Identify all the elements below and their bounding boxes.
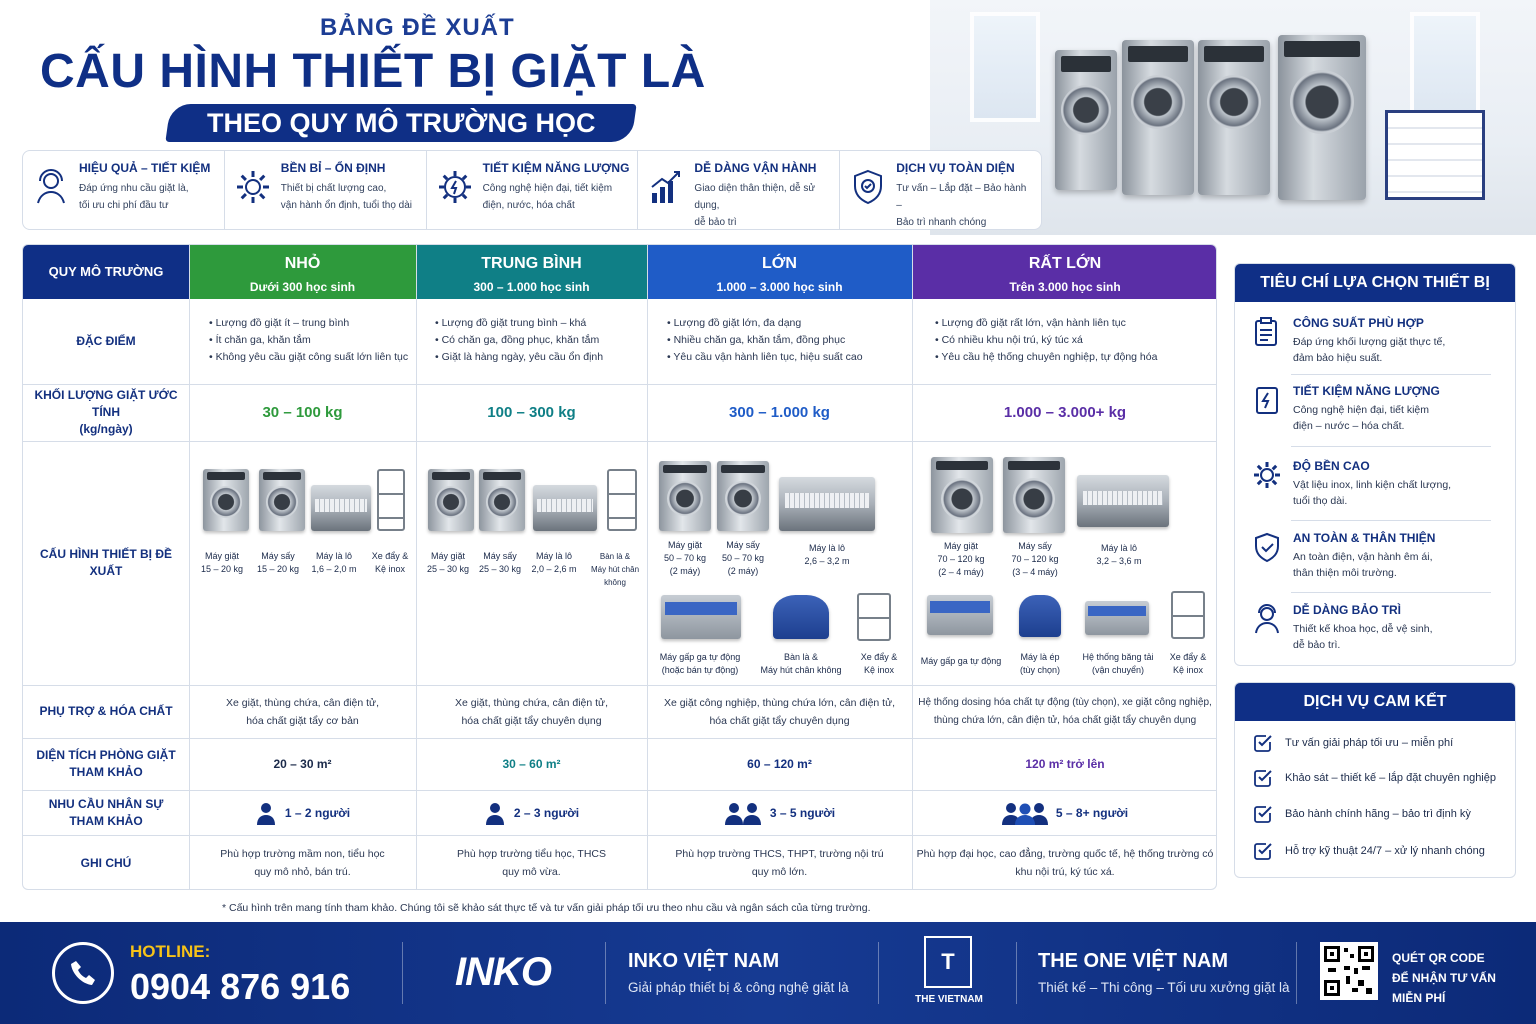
linen-cart-image xyxy=(1385,110,1485,200)
phone-icon xyxy=(52,942,114,1004)
the-one-description: Thiết kế – Thi công – Tối ưu xưởng giặt là xyxy=(1038,980,1290,995)
equip-label: Máy là lô 2,0 – 2,6 m xyxy=(531,551,577,574)
row-label-volume: KHỐI LƯỢNG GIẶT ƯỚC TÍNH (kg/ngày) xyxy=(34,388,178,436)
equip-label: Máy giặt 15 – 20 kg xyxy=(200,551,244,574)
row-label-features: ĐẶC ĐIỂM xyxy=(76,334,136,348)
criteria-panel xyxy=(1234,263,1516,666)
washer-image xyxy=(1055,50,1117,190)
footer xyxy=(0,922,1536,1024)
page-subtitle: BẢNG ĐỀ XUẤT xyxy=(320,14,515,41)
benefit-title: HIỆU QUẢ – TIẾT KIỆM xyxy=(79,161,211,175)
washer-image xyxy=(1198,40,1270,195)
washer-image xyxy=(659,461,711,531)
user-headset-icon xyxy=(31,167,71,207)
staff-xlarge: 5 – 8+ người xyxy=(912,790,1217,835)
equip-label: Máy là lô 1,6 – 2,0 m xyxy=(311,551,357,574)
criteria-item: DỄ DÀNG BẢO TRÌ Thiết kế khoa học, dễ vệ sinh, dễ bảo trì. xyxy=(1251,603,1493,653)
window xyxy=(1410,12,1480,122)
benefit-text: Giao diện thân thiện, dễ sử dụng, dễ bảo trì xyxy=(694,183,816,228)
staff-medium: 2 – 3 người xyxy=(416,790,647,835)
ironer-image xyxy=(779,477,875,531)
equip-label: Máy gấp ga tự động xyxy=(920,656,1002,666)
trolley-image xyxy=(857,593,891,641)
washer-image xyxy=(428,469,474,531)
benefit-text: Công nghệ hiện đại, tiết kiệm điện, nước, hóa chất xyxy=(482,183,613,211)
equip-label: Bàn là & Máy hút chân không xyxy=(590,552,640,587)
row-label-chemicals: PHỤ TRỢ & HÓA CHẤT xyxy=(39,704,173,718)
equip-label: Bàn là & Máy hút chân không xyxy=(760,652,842,675)
benefit-item xyxy=(638,151,840,229)
ironer-image xyxy=(533,485,597,531)
configuration-table xyxy=(22,244,1217,890)
equip-label: Xe đẩy & Kệ inox xyxy=(1169,652,1207,675)
features-medium: • Lượng đồ giặt trung bình – khá • Có chăn ga, đồng phục, khăn tắm • Giặt là hàng ngày, yêu cầu ổn định xyxy=(435,315,603,366)
col-header-small: NHỎ Dưới 300 học sinh xyxy=(189,245,416,299)
criteria-item: AN TOÀN & THÂN THIỆN An toàn điện, vận hành êm ái, thân thiện môi trường. xyxy=(1251,531,1493,581)
features-large: • Lượng đồ giặt lớn, đa dạng • Nhiều chăn ga, khăn tắm, đồng phục • Yêu cầu vận hành liên tục, hiệu suất cao xyxy=(667,315,863,366)
equip-label: Máy giặt 70 – 120 kg (2 – 4 máy) xyxy=(937,541,985,577)
people-icon xyxy=(724,801,762,825)
area-large: 60 – 120 m² xyxy=(747,757,812,771)
dryer-image xyxy=(479,469,525,531)
row-label-staff: NHU CẦU NHÂN SỰ THAM KHẢO xyxy=(48,796,164,828)
equip-label: Máy sấy 50 – 70 kg (2 máy) xyxy=(721,540,765,576)
equip-label: Máy sấy 15 – 20 kg xyxy=(256,551,300,574)
press-table-image xyxy=(773,595,829,639)
footnote: * Cấu hình trên mang tính tham khảo. Chúng tôi sẽ khảo sát thực tế và tư vấn giải pháp tối ưu theo nhu cầu và ngân sách của từng trường. xyxy=(222,902,871,914)
qr-code-icon[interactable] xyxy=(1320,942,1378,1000)
dryer-image xyxy=(1003,457,1065,533)
dryer-image xyxy=(717,461,769,531)
staff-small: 1 – 2 người xyxy=(189,790,416,835)
gear-energy-icon xyxy=(435,167,475,207)
benefit-title: DỄ DÀNG VẬN HÀNH xyxy=(694,161,817,175)
benefit-text: Tư vấn – Lắp đặt – Bảo hành – Bảo trì nhanh chóng xyxy=(896,183,1027,228)
benefit-text: Đáp ứng nhu cầu giặt là, tối ưu chi phí đầu tư xyxy=(79,183,189,211)
title-ribbon: THEO QUY MÔ TRƯỜNG HỌC xyxy=(165,104,636,142)
check-icon xyxy=(1253,841,1273,861)
col-header-large: LỚN 1.000 – 3.000 học sinh xyxy=(647,245,912,299)
table-corner-header: QUY MÔ TRƯỜNG xyxy=(23,245,189,299)
commitments-title: DỊCH VỤ CAM KẾT xyxy=(1235,683,1515,721)
volume-small: 30 – 100 kg xyxy=(262,403,343,421)
gear-icon xyxy=(233,167,273,207)
equip-label: Máy là ép (tùy chọn) xyxy=(1019,652,1061,675)
equip-label: Xe đẩy & Kệ inox xyxy=(860,652,898,675)
equip-label: Xe đẩy & Kệ inox xyxy=(371,551,409,574)
benefit-item xyxy=(840,151,1041,229)
person-icon xyxy=(484,801,506,825)
notes-xlarge: Phù hợp đại học, cao đẳng, trường quốc tế, hệ thống trường có khu nội trú, ký túc xá. xyxy=(916,848,1214,878)
equip-label: Máy gấp ga tự động (hoặc bán tự động) xyxy=(659,652,741,675)
shield-check-icon xyxy=(1251,531,1283,563)
ironer-image xyxy=(311,485,371,531)
equip-label: Máy sấy 70 – 120 kg (3 – 4 máy) xyxy=(1011,541,1059,577)
benefit-title: DỊCH VỤ TOÀN DIỆN xyxy=(896,161,1015,175)
area-small: 20 – 30 m² xyxy=(273,757,332,771)
area-medium: 30 – 60 m² xyxy=(502,757,561,771)
commitment-item: Khảo sát – thiết kế – lắp đặt chuyên nghiệp xyxy=(1253,768,1496,788)
dryer-image xyxy=(259,469,305,531)
benefit-item xyxy=(23,151,225,229)
the-one-logo-icon: T xyxy=(924,936,972,988)
equip-label: Máy là lô 2,6 – 3,2 m xyxy=(804,543,850,566)
criteria-title: TIÊU CHÍ LỰA CHỌN THIẾT BỊ xyxy=(1235,264,1515,302)
benefit-item xyxy=(427,151,639,229)
equip-label: Máy giặt 25 – 30 kg xyxy=(426,551,470,574)
features-small: • Lượng đồ giặt ít – trung bình • Ít chăn ga, khăn tắm • Không yêu cầu giặt công suất lớn liên tục xyxy=(209,315,408,366)
volume-xlarge: 1.000 – 3.000+ kg xyxy=(1003,403,1127,421)
conveyor-image xyxy=(1085,601,1149,635)
the-one-name: THE ONE VIỆT NAM xyxy=(1038,950,1229,972)
washer-image xyxy=(1122,40,1194,195)
row-label-area: DIỆN TÍCH PHÒNG GIẶT THAM KHẢO xyxy=(36,748,176,779)
col-header-medium: TRUNG BÌNH 300 – 1.000 học sinh xyxy=(416,245,647,299)
commitment-item: Tư vấn giải pháp tối ưu – miễn phí xyxy=(1253,733,1453,753)
equip-label: Máy giặt 50 – 70 kg (2 máy) xyxy=(663,540,707,576)
commitments-panel xyxy=(1234,682,1516,878)
inko-name: INKO VIỆT NAM xyxy=(628,950,780,972)
qr-caption: QUÉT QR CODE ĐỂ NHẬN TƯ VẤN MIỄN PHÍ xyxy=(1392,951,1496,1005)
press-image xyxy=(1019,595,1061,637)
chemicals-large: Xe giặt công nghiệp, thùng chứa lớn, cân điện tử, hóa chất giặt tẩy chuyên dụng xyxy=(663,696,896,727)
check-icon xyxy=(1253,768,1273,788)
washer-image xyxy=(203,469,249,531)
chemicals-xlarge: Hệ thống dosing hóa chất tự động (tùy chọn), xe giặt công nghiệp, thùng chứa lớn, cân điện tử, hóa chất giặt tẩy chuyên dụng xyxy=(918,696,1212,726)
volume-large: 300 – 1.000 kg xyxy=(729,403,830,421)
commitment-item: Bảo hành chính hãng – bảo trì định kỳ xyxy=(1253,804,1471,824)
benefit-title: TIẾT KIỆM NĂNG LƯỢNG xyxy=(482,161,630,175)
the-one-logo-text: THE VIETNAM xyxy=(915,994,983,1005)
check-icon xyxy=(1253,733,1273,753)
volume-medium: 100 – 300 kg xyxy=(487,403,576,421)
trolley-image xyxy=(377,469,405,531)
folder-image xyxy=(927,595,993,635)
washer-image xyxy=(1278,35,1366,200)
ironer-image xyxy=(1077,475,1169,527)
criteria-item: ĐỘ BỀN CAO Vật liệu inox, linh kiện chất lượng, tuổi thọ dài. xyxy=(1251,459,1493,509)
benefit-text: Thiết bị chất lượng cao, vận hành ổn định, tuổi thọ dài xyxy=(280,183,412,211)
area-xlarge: 120 m² trở lên xyxy=(1025,757,1105,771)
notes-large: Phù hợp trường THCS, THPT, trường nội trú quy mô lớn. xyxy=(675,848,884,878)
inko-logo: INKO xyxy=(455,950,551,994)
technician-icon xyxy=(1251,603,1283,635)
trolley-image xyxy=(607,469,637,531)
benefit-title: BỀN BỈ – ỔN ĐỊNH xyxy=(280,161,386,175)
criteria-item: CÔNG SUẤT PHÙ HỢP Đáp ứng khối lượng giặt thực tế, đảm bảo hiệu suất. xyxy=(1251,316,1493,366)
features-xlarge: • Lượng đồ giặt rất lớn, vận hành liên tục • Có nhiều khu nội trú, ký túc xá • Yêu cầu hệ thống chuyên nghiệp, tự động hóa xyxy=(935,315,1157,366)
gear-icon xyxy=(1251,459,1283,491)
notes-small: Phù hợp trường mầm non, tiểu học quy mô nhỏ, bán trú. xyxy=(220,848,385,878)
group-icon xyxy=(1002,801,1048,825)
col-header-xlarge: RẤT LỚN Trên 3.000 học sinh xyxy=(912,245,1217,299)
page-title: CẤU HÌNH THIẾT BỊ GIẶT LÀ xyxy=(40,45,706,98)
hotline-label: HOTLINE: xyxy=(130,942,211,961)
folder-image xyxy=(661,595,741,639)
person-icon xyxy=(255,801,277,825)
inko-description: Giải pháp thiết bị & công nghệ giặt là xyxy=(628,980,849,995)
washer-image xyxy=(931,457,993,533)
service-shield-icon xyxy=(848,167,888,207)
check-icon xyxy=(1253,804,1273,824)
row-label-notes: GHI CHÚ xyxy=(80,855,132,870)
notes-medium: Phù hợp trường tiểu học, THCS quy mô vừa. xyxy=(456,848,606,878)
staff-large: 3 – 5 người xyxy=(647,790,912,835)
benefit-item xyxy=(225,151,427,229)
equip-label: Máy là lô 3,2 – 3,6 m xyxy=(1096,543,1142,566)
chemicals-medium: Xe giặt, thùng chứa, cân điện tử, hóa chất giặt tẩy chuyên dụng xyxy=(455,696,608,727)
hotline-number[interactable]: 0904 876 916 xyxy=(130,966,351,1007)
equip-label: Hệ thống băng tải (vận chuyển) xyxy=(1082,652,1154,675)
equip-label: Máy sấy 25 – 30 kg xyxy=(478,551,522,574)
benefits-bar xyxy=(22,150,1042,230)
criteria-item: TIẾT KIỆM NĂNG LƯỢNG Công nghệ hiện đại, tiết kiệm điện – nước – hóa chất. xyxy=(1251,384,1493,434)
commitment-item: Hỗ trợ kỹ thuật 24/7 – xử lý nhanh chóng xyxy=(1253,841,1485,861)
window xyxy=(970,12,1040,122)
trolley-image xyxy=(1171,591,1205,639)
document-energy-icon xyxy=(1251,384,1283,416)
row-label-equipment: CẤU HÌNH THIẾT BỊ ĐỀ XUẤT xyxy=(40,547,172,578)
growth-chart-icon xyxy=(646,167,686,207)
clipboard-icon xyxy=(1251,316,1283,348)
chemicals-small: Xe giặt, thùng chứa, cân điện tử, hóa chất giặt tẩy cơ bản xyxy=(226,696,379,727)
